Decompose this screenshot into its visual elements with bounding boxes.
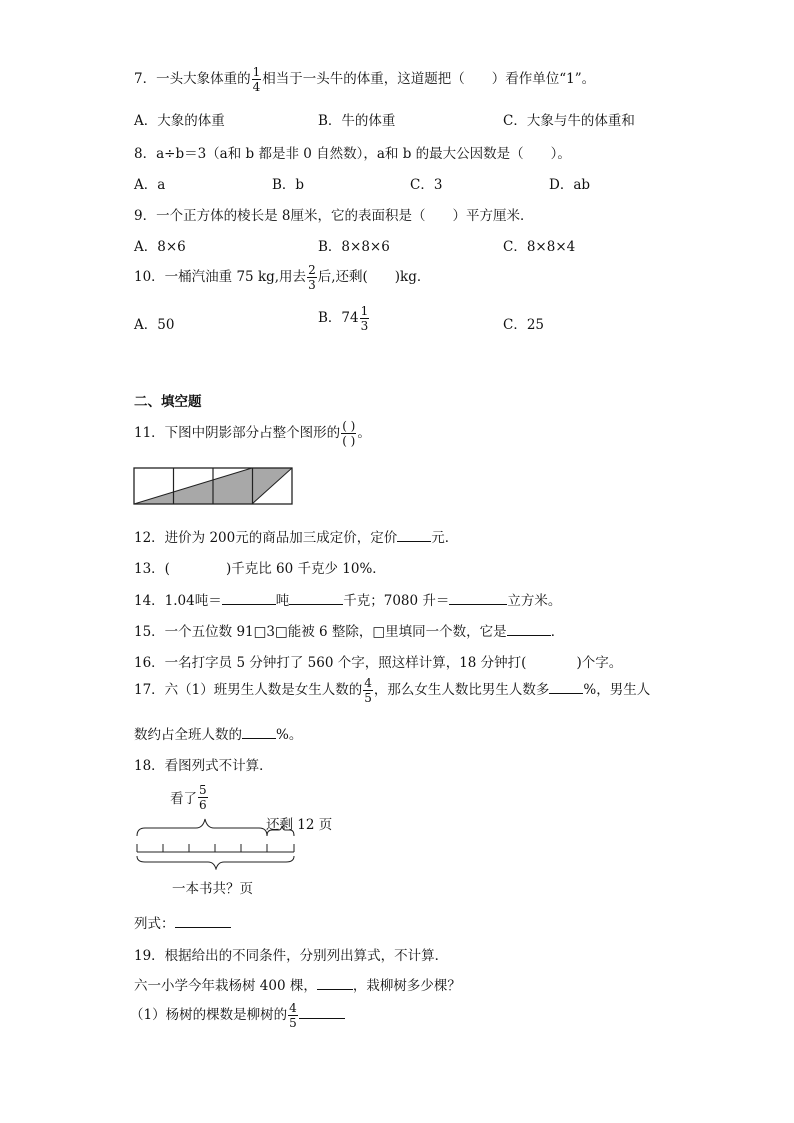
q19-condition-blank[interactable]: [317, 976, 353, 990]
q7-stem: [134, 66, 595, 93]
q19-cond1-blank[interactable]: [299, 1005, 345, 1019]
q13-pre: 13．(: [134, 561, 170, 577]
q14-blank-2[interactable]: [289, 591, 343, 605]
q18-bottom-brace: [137, 856, 294, 869]
q15-pre: 15．一个五位数 91□3□能被 6 整除，□里填同一个数，它是: [134, 624, 507, 640]
q16-post: )个字。: [576, 655, 623, 671]
section-title: 二、填空题: [134, 394, 202, 410]
q12-answer-blank[interactable]: [397, 528, 431, 542]
q19-problem-pre: 六一小学今年栽杨树 400 棵，: [134, 978, 317, 994]
q15-post: ．: [550, 624, 565, 640]
q17-post: %，男生人: [583, 682, 651, 698]
q15-answer-blank[interactable]: [507, 622, 551, 636]
q10-stem: [134, 264, 430, 291]
q10-option-a[interactable]: A．50: [134, 317, 175, 333]
q8-stem: 8．a÷b＝3（a和 b 都是非 0 自然数），a和 b 的最大公因数是（ ）。: [134, 146, 571, 162]
q14-blank-1[interactable]: [222, 591, 276, 605]
q17-line2-post: %。: [276, 727, 303, 743]
q12-post: 元．: [431, 530, 459, 546]
q10-option-b[interactable]: [318, 305, 370, 332]
q9-stem: 9．一个正方体的棱长是 8厘米，它的表面积是（ ）平方厘米．: [134, 208, 534, 224]
q14-part-4: 立方米。: [507, 593, 562, 609]
q11-pre: 11．下图中阴影部分占整个图形的: [134, 425, 341, 441]
q15-stem: [134, 620, 564, 640]
q16-answer-blank[interactable]: [526, 654, 576, 667]
q18-formula-blank[interactable]: [175, 914, 231, 928]
q8-option-a[interactable]: A．a: [134, 177, 166, 193]
q12-stem: [134, 526, 458, 546]
q17-pre: 17．六（1）班男生人数是女生人数的: [134, 682, 363, 698]
q11-stem: [134, 420, 371, 447]
q11-post: 。: [357, 425, 371, 441]
q10-option-c[interactable]: C．25: [503, 317, 545, 333]
q11-shaded-rectangle-figure: [133, 467, 293, 505]
q9-option-b[interactable]: B．8×8×6: [318, 239, 390, 255]
q19-cond1-pre: （1）杨树的棵数是柳树的: [130, 1007, 288, 1023]
q19-stem: 19．根据给出的不同条件，分别列出算式，不计算．: [134, 948, 449, 964]
q19-problem-post: ，栽柳树多少棵？: [352, 978, 461, 994]
q19-problem: [134, 974, 461, 994]
q18-formula: [134, 912, 231, 932]
q13-stem: [134, 557, 386, 577]
q18-read-fraction: $\frac{5}{6}$: [199, 783, 207, 812]
q17-blank-2[interactable]: [242, 725, 276, 739]
q14-blank-3[interactable]: [449, 591, 507, 605]
q19-condition-1: [130, 1002, 345, 1029]
q10-pre: 10．一桶汽油重 75 kg,用去: [134, 269, 307, 285]
q10-fraction: $\frac{2}{3}$: [308, 263, 316, 292]
q7-fraction: $\frac{1}{4}$: [252, 65, 261, 94]
q18-top-brace-remain: [267, 826, 294, 836]
q9-option-c[interactable]: C．8×8×4: [503, 239, 576, 255]
q10-option-b-whole: B．74: [318, 310, 359, 326]
q17-fraction: $\frac{4}{5}$: [364, 676, 372, 705]
q18-remain-label: 还剩 12 页: [266, 817, 333, 833]
q13-answer-blank[interactable]: [170, 560, 226, 573]
q10-option-b-fraction: $\frac{1}{3}$: [360, 304, 369, 333]
q16-pre: 16．一名打字员 5 分钟打了 560 个字，照这样计算，18 分钟打(: [134, 655, 527, 671]
q18-read-text: 看了: [170, 791, 197, 807]
q18-total-label: 一本书共？页: [172, 881, 253, 897]
q7-option-b[interactable]: B．牛的体重: [318, 113, 396, 129]
q17-stem: [134, 677, 650, 704]
q18-read-label: [170, 784, 209, 811]
q13-post: )千克比 60 千克少 10%．: [225, 561, 386, 577]
q10-post: 后,还剩( )kg．: [317, 269, 431, 285]
q11-fraction: $\frac{( )}{( )}$: [342, 419, 356, 448]
q17-blank-1[interactable]: [549, 680, 583, 694]
q9-option-a[interactable]: A．8×6: [134, 239, 186, 255]
q8-option-d[interactable]: D．ab: [549, 177, 591, 193]
q7-post: 相当于一头牛的体重，这道题把（ ）看作单位“1”。: [262, 71, 596, 87]
q18-line-segment-diagram: [130, 814, 300, 870]
q7-pre: 7．一头大象体重的: [134, 71, 251, 87]
q17-mid: ，那么女生人数比男生人数多: [373, 682, 550, 698]
q14-part-1: 14．1.04吨＝: [134, 593, 222, 609]
q19-cond1-fraction: $\frac{4}{5}$: [289, 1001, 297, 1030]
q16-stem: [134, 651, 622, 671]
q14-part-3: 千克；7080 升＝: [343, 593, 450, 609]
q7-option-c[interactable]: C．大象与牛的体重和: [503, 113, 635, 129]
q18-formula-label: 列式：: [134, 916, 175, 932]
q12-pre: 12．进价为 200元的商品加三成定价，定价: [134, 530, 398, 546]
q7-option-a[interactable]: A．大象的体重: [134, 113, 225, 129]
q14-part-2: 吨: [275, 593, 290, 609]
q8-option-b[interactable]: B．b: [272, 177, 305, 193]
q17-stem-line2: [134, 723, 302, 743]
q14-stem: [134, 589, 561, 609]
q8-option-c[interactable]: C．3: [410, 177, 443, 193]
q18-stem: 18．看图列式不计算．: [134, 758, 273, 774]
q17-line2-pre: 数约占全班人数的: [134, 727, 242, 743]
q18-top-brace-read: [137, 819, 267, 836]
